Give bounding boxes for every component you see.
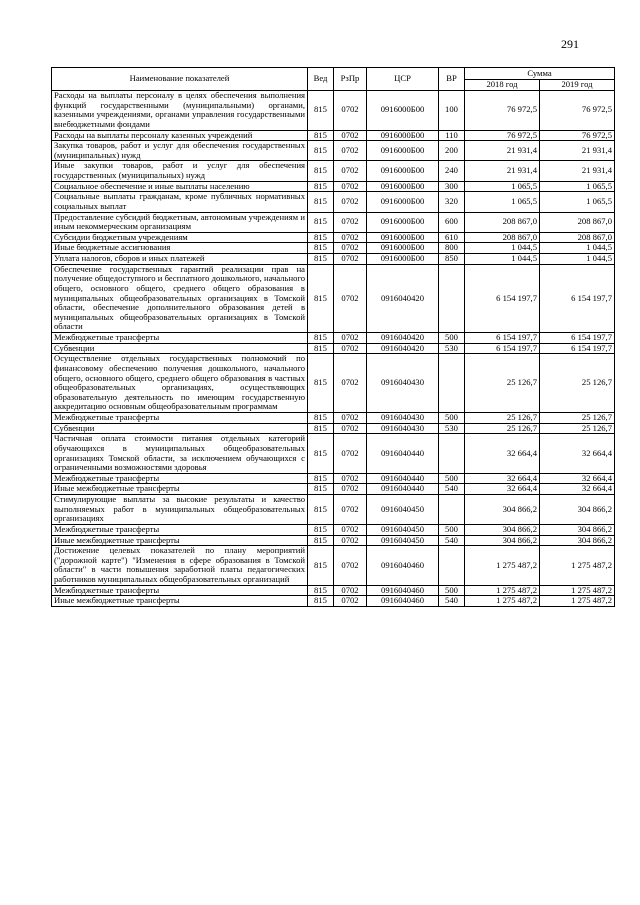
table-row: [52, 423, 615, 434]
row-vr: 110: [439, 130, 465, 141]
row-vr: [439, 495, 465, 525]
row-vr: 800: [439, 243, 465, 254]
row-amount-2018: 304 866,2: [465, 524, 540, 535]
row-amount-2019: 304 866,2: [540, 535, 615, 546]
row-csr: 0916000Б00: [367, 161, 439, 181]
row-amount-2018: 6 154 197,7: [465, 264, 540, 332]
row-csr: 0916040460: [367, 596, 439, 607]
row-amount-2018: 32 664,4: [465, 434, 540, 474]
table-row: [52, 192, 615, 212]
row-amount-2019: 21 931,4: [540, 161, 615, 181]
row-csr: 0916040440: [367, 434, 439, 474]
table-row: [52, 546, 615, 586]
row-ved: 815: [308, 585, 334, 596]
row-csr: 0916000Б00: [367, 141, 439, 161]
row-vr: 500: [439, 524, 465, 535]
row-csr: 0916000Б00: [367, 212, 439, 232]
table-row: [52, 333, 615, 344]
table-row: [52, 354, 615, 413]
row-rzpr: 0702: [334, 264, 367, 332]
row-vr: [439, 264, 465, 332]
row-csr: 0916000Б00: [367, 130, 439, 141]
row-csr: 0916040440: [367, 473, 439, 484]
row-csr: 0916040450: [367, 535, 439, 546]
row-ved: 815: [308, 546, 334, 586]
row-rzpr: 0702: [334, 333, 367, 344]
row-rzpr: 0702: [334, 212, 367, 232]
row-rzpr: 0702: [334, 91, 367, 131]
row-amount-2019: 1 275 487,2: [540, 596, 615, 607]
row-vr: [439, 546, 465, 586]
row-ved: 815: [308, 354, 334, 413]
row-name: Межбюджетные трансферты: [52, 413, 308, 424]
row-ved: 815: [308, 130, 334, 141]
row-amount-2018: 1 065,5: [465, 181, 540, 192]
table-row: [52, 243, 615, 254]
header-vr: ВР: [439, 68, 465, 91]
row-name: Межбюджетные трансферты: [52, 333, 308, 344]
row-csr: 0916040420: [367, 264, 439, 332]
row-name: Межбюджетные трансферты: [52, 585, 308, 596]
table-row: [52, 232, 615, 243]
row-name: Закупка товаров, работ и услуг для обеспечения государственных (муниципальных) нужд: [52, 141, 308, 161]
header-year-2018: 2018 год: [465, 80, 540, 91]
row-rzpr: 0702: [334, 343, 367, 354]
row-ved: 815: [308, 161, 334, 181]
row-amount-2018: 76 972,5: [465, 130, 540, 141]
row-amount-2019: 1 275 487,2: [540, 546, 615, 586]
table-row: [52, 130, 615, 141]
row-rzpr: 0702: [334, 423, 367, 434]
table-row: [52, 495, 615, 525]
table-row: [52, 535, 615, 546]
row-vr: 850: [439, 254, 465, 265]
row-vr: [439, 434, 465, 474]
row-ved: 815: [308, 343, 334, 354]
row-ved: 815: [308, 264, 334, 332]
row-ved: 815: [308, 423, 334, 434]
row-name: Достижение целевых показателей по плану мероприятий ("дорожной карте") "Изменения в сфере образования в Томской области" в части повышения заработной платы педагогических работников муниципальных общеобразовательных организаций: [52, 546, 308, 586]
row-vr: 500: [439, 585, 465, 596]
row-name: Субсидии бюджетным учреждениям: [52, 232, 308, 243]
row-name: Субвенции: [52, 343, 308, 354]
header-name: Наименование показателей: [52, 68, 308, 91]
row-vr: 530: [439, 423, 465, 434]
row-vr: 540: [439, 484, 465, 495]
row-amount-2019: 1 275 487,2: [540, 585, 615, 596]
row-name: Уплата налогов, сборов и иных платежей: [52, 254, 308, 265]
row-rzpr: 0702: [334, 524, 367, 535]
row-rzpr: 0702: [334, 254, 367, 265]
row-csr: 0916040450: [367, 495, 439, 525]
row-vr: 540: [439, 596, 465, 607]
row-rzpr: 0702: [334, 535, 367, 546]
row-amount-2018: 25 126,7: [465, 354, 540, 413]
row-name: Межбюджетные трансферты: [52, 524, 308, 535]
row-rzpr: 0702: [334, 130, 367, 141]
row-ved: 815: [308, 413, 334, 424]
row-csr: 0916000Б00: [367, 232, 439, 243]
table-body: [52, 91, 615, 607]
row-csr: 0916040440: [367, 484, 439, 495]
row-ved: 815: [308, 192, 334, 212]
row-amount-2018: 21 931,4: [465, 141, 540, 161]
row-rzpr: 0702: [334, 181, 367, 192]
table-row: [52, 434, 615, 474]
row-name: Иные бюджетные ассигнования: [52, 243, 308, 254]
row-ved: 815: [308, 596, 334, 607]
row-amount-2019: 32 664,4: [540, 434, 615, 474]
row-name: Расходы на выплаты персоналу казенных учреждений: [52, 130, 308, 141]
table-row: [52, 343, 615, 354]
row-amount-2019: 32 664,4: [540, 473, 615, 484]
row-ved: 815: [308, 141, 334, 161]
table-row: [52, 585, 615, 596]
row-amount-2018: 304 866,2: [465, 535, 540, 546]
row-amount-2019: 1 065,5: [540, 181, 615, 192]
row-name: Межбюджетные трансферты: [52, 473, 308, 484]
row-amount-2019: 76 972,5: [540, 91, 615, 131]
row-amount-2019: 76 972,5: [540, 130, 615, 141]
row-name: Социальные выплаты гражданам, кроме публичных нормативных социальных выплат: [52, 192, 308, 212]
row-vr: 540: [439, 535, 465, 546]
row-amount-2019: 25 126,7: [540, 354, 615, 413]
row-ved: 815: [308, 91, 334, 131]
row-name: Обеспечение государственных гарантий реализации прав на получение общедоступного и бесплатного дошкольного, начального общего, основного общего, среднего общего образования в муниципальных общеобразовательных организациях в Томской области, обеспечение дополнительного образования детей в муниципальных общеобразовательных организациях в Томской области: [52, 264, 308, 332]
row-vr: 300: [439, 181, 465, 192]
table-row: [52, 264, 615, 332]
row-csr: 0916040430: [367, 413, 439, 424]
row-amount-2018: 208 867,0: [465, 212, 540, 232]
row-amount-2019: 25 126,7: [540, 413, 615, 424]
row-name: Иные межбюджетные трансферты: [52, 535, 308, 546]
table-row: [52, 413, 615, 424]
row-amount-2018: 25 126,7: [465, 423, 540, 434]
row-csr: 0916040460: [367, 546, 439, 586]
row-vr: 200: [439, 141, 465, 161]
row-vr: 600: [439, 212, 465, 232]
row-name: Иные межбюджетные трансферты: [52, 484, 308, 495]
row-ved: 815: [308, 212, 334, 232]
row-rzpr: 0702: [334, 413, 367, 424]
row-rzpr: 0702: [334, 434, 367, 474]
row-csr: 0916000Б00: [367, 91, 439, 131]
row-amount-2019: 25 126,7: [540, 423, 615, 434]
row-csr: 0916000Б00: [367, 192, 439, 212]
row-csr: 0916040420: [367, 343, 439, 354]
row-csr: 0916040430: [367, 423, 439, 434]
row-amount-2019: 32 664,4: [540, 484, 615, 495]
row-amount-2019: 304 866,2: [540, 524, 615, 535]
row-vr: 500: [439, 473, 465, 484]
row-amount-2018: 25 126,7: [465, 413, 540, 424]
row-name: Частичная оплата стоимости питания отдельных категорий обучающихся в муниципальных общеобразовательных организациях Томской области, за исключением обучающихся с ограниченными возможностями здоровья: [52, 434, 308, 474]
row-rzpr: 0702: [334, 192, 367, 212]
table-row: [52, 181, 615, 192]
row-name: Иные закупки товаров, работ и услуг для обеспечения государственных (муниципальных) нужд: [52, 161, 308, 181]
page-number: 291: [561, 37, 579, 51]
row-amount-2018: 1 044,5: [465, 254, 540, 265]
row-name: Субвенции: [52, 423, 308, 434]
row-amount-2019: 1 044,5: [540, 243, 615, 254]
row-vr: 610: [439, 232, 465, 243]
row-amount-2018: 208 867,0: [465, 232, 540, 243]
row-csr: 0916000Б00: [367, 181, 439, 192]
row-amount-2018: 1 065,5: [465, 192, 540, 212]
row-amount-2018: 1 275 487,2: [465, 585, 540, 596]
table-row: [52, 141, 615, 161]
row-vr: 100: [439, 91, 465, 131]
row-ved: 815: [308, 484, 334, 495]
row-amount-2018: 21 931,4: [465, 161, 540, 181]
header-ved: Вед: [308, 68, 334, 91]
row-name: Расходы на выплаты персоналу в целях обеспечения выполнения функций государственными (муниципальными) органами, казенными учреждениями, органами управления государственными внебюджетными фондами: [52, 91, 308, 131]
row-amount-2019: 208 867,0: [540, 212, 615, 232]
row-amount-2018: 1 275 487,2: [465, 596, 540, 607]
row-csr: 0916000Б00: [367, 243, 439, 254]
row-rzpr: 0702: [334, 473, 367, 484]
row-ved: 815: [308, 243, 334, 254]
row-name: Иные межбюджетные трансферты: [52, 596, 308, 607]
table-header: [52, 68, 615, 91]
header-year-2019: 2019 год: [540, 80, 615, 91]
table-row: [52, 484, 615, 495]
row-amount-2019: 1 044,5: [540, 254, 615, 265]
row-amount-2018: 6 154 197,7: [465, 333, 540, 344]
header-sum: Сумма: [465, 68, 615, 80]
row-amount-2018: 1 275 487,2: [465, 546, 540, 586]
row-csr: 0916040450: [367, 524, 439, 535]
row-amount-2019: 21 931,4: [540, 141, 615, 161]
row-amount-2019: 304 866,2: [540, 495, 615, 525]
table-row: [52, 91, 615, 131]
row-rzpr: 0702: [334, 596, 367, 607]
row-vr: [439, 354, 465, 413]
row-amount-2019: 6 154 197,7: [540, 333, 615, 344]
row-name: Стимулирующие выплаты за высокие результаты и качество выполняемых работ в муниципальных общеобразовательных организациях: [52, 495, 308, 525]
header-rzpr: РзПр: [334, 68, 367, 91]
row-vr: 530: [439, 343, 465, 354]
row-amount-2019: 6 154 197,7: [540, 343, 615, 354]
row-amount-2018: 32 664,4: [465, 473, 540, 484]
row-ved: 815: [308, 524, 334, 535]
row-csr: 0916040430: [367, 354, 439, 413]
row-amount-2019: 1 065,5: [540, 192, 615, 212]
table-row: [52, 254, 615, 265]
row-amount-2018: 32 664,4: [465, 484, 540, 495]
row-rzpr: 0702: [334, 243, 367, 254]
row-amount-2018: 6 154 197,7: [465, 343, 540, 354]
row-vr: 500: [439, 413, 465, 424]
row-csr: 0916000Б00: [367, 254, 439, 265]
row-rzpr: 0702: [334, 141, 367, 161]
row-rzpr: 0702: [334, 546, 367, 586]
row-ved: 815: [308, 181, 334, 192]
row-vr: 320: [439, 192, 465, 212]
row-ved: 815: [308, 535, 334, 546]
header-csr: ЦСР: [367, 68, 439, 91]
row-csr: 0916040420: [367, 333, 439, 344]
row-name: Социальное обеспечение и иные выплаты населению: [52, 181, 308, 192]
table-row: [52, 596, 615, 607]
row-amount-2018: 1 044,5: [465, 243, 540, 254]
row-rzpr: 0702: [334, 354, 367, 413]
table-row: [52, 161, 615, 181]
row-amount-2019: 208 867,0: [540, 232, 615, 243]
row-csr: 0916040460: [367, 585, 439, 596]
row-vr: 240: [439, 161, 465, 181]
row-amount-2018: 304 866,2: [465, 495, 540, 525]
row-rzpr: 0702: [334, 585, 367, 596]
row-rzpr: 0702: [334, 232, 367, 243]
table-row: [52, 212, 615, 232]
table-row: [52, 473, 615, 484]
row-name: Осуществление отдельных государственных полномочий по финансовому обеспечению получения дошкольного, начального общего, основного общего, среднего общего образования в частных общеобразовательных организациях, осуществляющих образовательную деятельность по имеющим государственную аккредитацию основным общеобразовательным программам: [52, 354, 308, 413]
row-ved: 815: [308, 232, 334, 243]
row-amount-2018: 76 972,5: [465, 91, 540, 131]
row-vr: 500: [439, 333, 465, 344]
row-rzpr: 0702: [334, 495, 367, 525]
row-ved: 815: [308, 254, 334, 265]
table-row: [52, 524, 615, 535]
budget-table: [51, 67, 615, 607]
row-ved: 815: [308, 473, 334, 484]
row-ved: 815: [308, 495, 334, 525]
row-ved: 815: [308, 333, 334, 344]
row-amount-2019: 6 154 197,7: [540, 264, 615, 332]
row-rzpr: 0702: [334, 161, 367, 181]
row-rzpr: 0702: [334, 484, 367, 495]
row-ved: 815: [308, 434, 334, 474]
row-name: Предоставление субсидий бюджетным, автономным учреждениям и иным некоммерческим организациям: [52, 212, 308, 232]
